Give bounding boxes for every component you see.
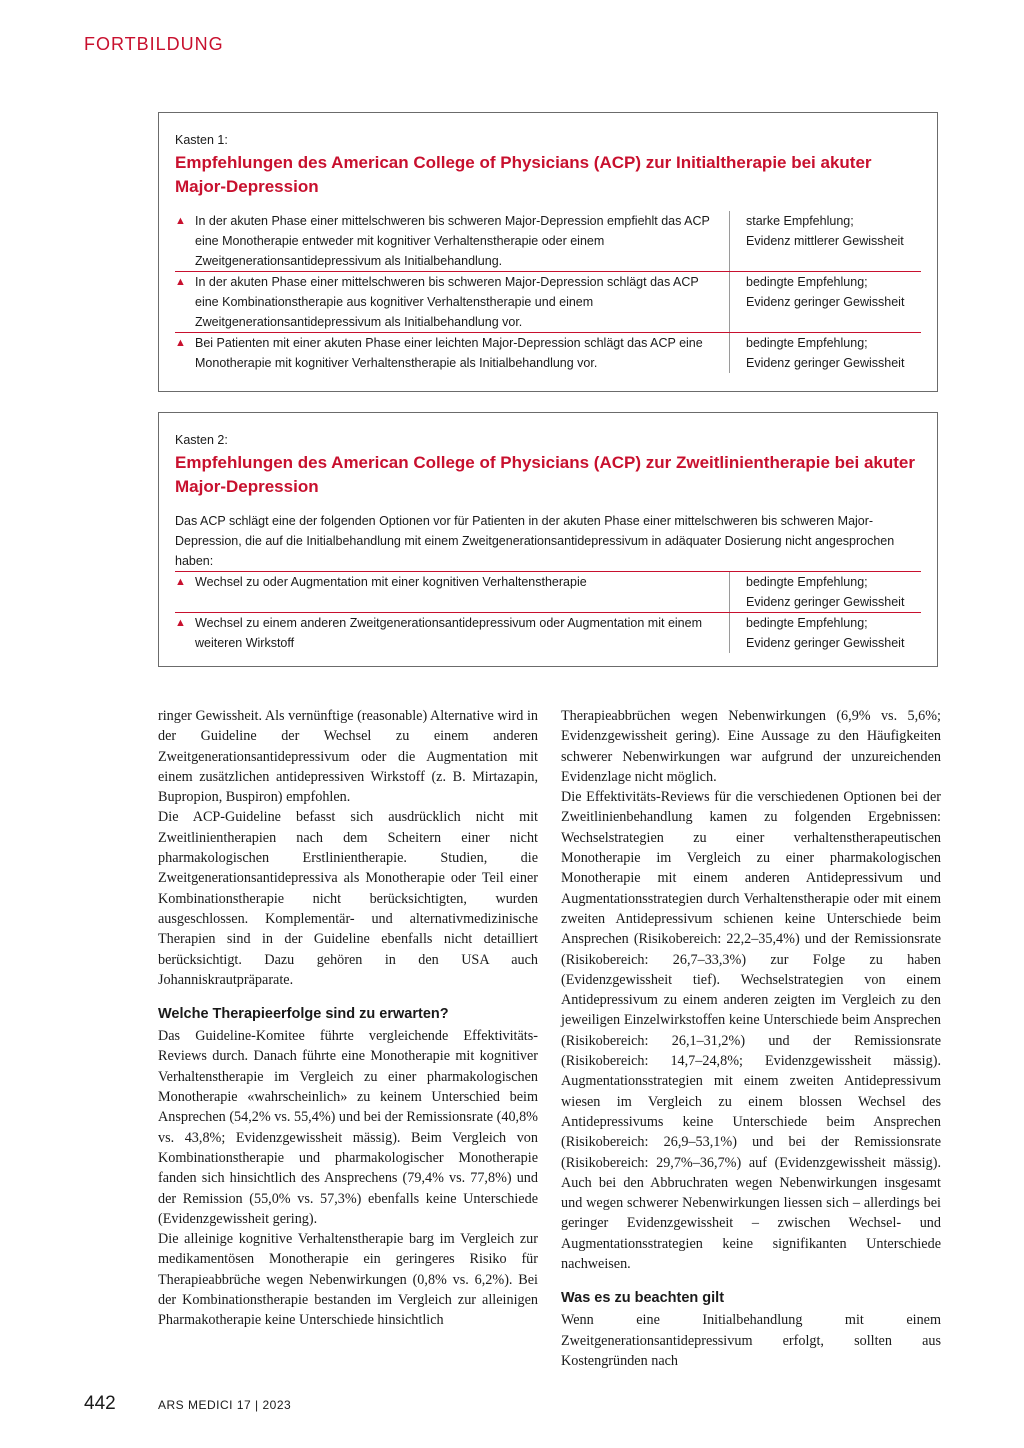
- journal-name: ARS MEDICI 17 | 2023: [158, 1398, 292, 1412]
- paragraph: Die alleinige kognitive Verhaltenstherapie barg im Vergleich zur medikamentösen Monotherapie ein geringeres Risiko für Therapieabbrüche wegen Nebenwirkungen (0,8% vs. 6,2%). Bei der Kombinationstherapie bestanden im Vergleich zur alleinigen Pharmakotherapie keine Unterschiede hinsichtlich: [158, 1231, 538, 1329]
- evidence-grade: [729, 211, 921, 271]
- grade-strength: bedingte Empfehlung;: [746, 336, 868, 350]
- evidence-grade: [729, 272, 921, 332]
- recommendation-row: [175, 613, 921, 653]
- page-number: 442: [84, 1393, 116, 1414]
- section-heading: Was es zu beachten gilt: [561, 1290, 725, 1307]
- paragraph: Die Effektivitäts-Reviews für die verschiedenen Optionen bei der Zweitlinienbehandlung kamen zu folgenden Ergebnissen: Wechselstrategien zu einer verhaltenstherapeutischen Monotherapie im Vergleich zu einer pharmakologischen Monotherapie mit einem anderen Antidepressivum und Augmentationsstrategien durch Verhaltenstherapie oder mit einem zweiten Antidepressivum schienen keine Unterschiede beim Ansprechen (Risikobereich: 22,2–35,4%) und der Remissionsrate (Risikobereich: 26,7–33,3%) zur Folge zu haben (Evidenzgewissheit tief). Wechselstrategien von einem Antidepressivum zu einem anderen zeigten im Vergleich zu den jeweiligen Einzelwirkstoffen keine Unterschiede beim Ansprechen (Risikobereich: 26,1–31,2%) und der Remissionsrate (Risikobereich: 14,7–24,8%; Evidenzgewissheit mässig). Augmentationsstrategien mit einem zweiten Antidepressivum wiesen im Vergleich zu einem blossen Wechsel des Antidepressivums keine Unterschiede beim Ansprechen (Risikobereich: 26,9–53,1%) und bei der Remissionsrate (Risikobereich: 29,7%–36,7%) auf (Evidenzgewissheit mässig). Auch bei den Abbruchraten wegen Nebenwirkungen insgesamt und wegen schwerer Nebenwirkungen liessen sich – allerdings bei geringer Evidenzgewissheit – zwischen Wechsel- und Augmentationsstrategien keine signifikanten Unterschiede nachweisen.: [561, 789, 941, 1273]
- recommendation-row: [175, 572, 921, 613]
- grade-strength: bedingte Empfehlung;: [746, 275, 868, 289]
- box-intro: Das ACP schlägt eine der folgenden Optionen vor für Patienten in der akuten Phase einer mittelschweren bis schweren Major-Depression, die auf die Initialbehandlung mit einem Zweitgenerationsantidepressivum in adäquater Dosierung nicht angesprochen haben:: [175, 511, 921, 572]
- grade-certainty: Evidenz geringer Gewissheit: [746, 636, 905, 650]
- section-label: FORTBILDUNG: [84, 34, 224, 54]
- body-column-right: [561, 706, 941, 1371]
- triangle-bullet-icon: ▲: [175, 617, 186, 629]
- grade-strength: bedingte Empfehlung;: [746, 575, 868, 589]
- paragraph: ringer Gewissheit. Als vernünftige (reasonable) Alternative wird in der Guideline der Wechsel zu einem anderen Zweitgenerationsantidepressivum oder die Augmentation mit einem zusätzlichen antidepressiven Wirkstoff (z. B. Mirtazapin, Bupropion, Buspiron) empfohlen.: [158, 708, 538, 806]
- grade-certainty: Evidenz geringer Gewissheit: [746, 595, 905, 609]
- box-kicker: Kasten 1:: [175, 133, 228, 147]
- paragraph: Die ACP-Guideline befasst sich ausdrücklich nicht mit Zweitlinientherapien nach dem Scheitern einer nicht pharmakologischen Erstlinientherapie. Studien, die Zweitgenerationsantidepressiva als Monotherapie oder Teil einer Kombinationstherapie nicht berücksichtigten, wurden ausgeschlossen. Komplementär- und alternativmedizinische Therapien sind in der Guideline ebenfalls nicht detailliert berücksichtigt. Dazu gehören in den USA auch Johanniskrautpräparate.: [158, 809, 538, 988]
- evidence-grade: [729, 333, 921, 373]
- grade-certainty: Evidenz mittlerer Gewissheit: [746, 234, 904, 248]
- paragraph: Wenn eine Initialbehandlung mit einem Zweitgenerationsantidepressivum erfolgt, sollten aus Kostengründen nach: [561, 1312, 941, 1369]
- box-kicker: Kasten 2:: [175, 433, 228, 447]
- recommendation-text: In der akuten Phase einer mittelschweren bis schweren Major-Depression schlägt das ACP eine Kombinationstherapie aus kognitiver Verhaltenstherapie und einem Zweitgenerationsantidepressivum als Initialbehandlung vor.: [195, 275, 699, 329]
- grade-strength: bedingte Empfehlung;: [746, 616, 868, 630]
- recommendation-text: Wechsel zu oder Augmentation mit einer kognitiven Verhaltenstherapie: [195, 575, 587, 589]
- grade-certainty: Evidenz geringer Gewissheit: [746, 356, 905, 370]
- recommendation-list: [175, 211, 921, 373]
- info-box-2: [158, 412, 938, 667]
- paragraph: Therapieabbrüchen wegen Nebenwirkungen (6,9% vs. 5,6%; Evidenzgewissheit gering). Eine Aussage zu den Häufigkeiten schwerer Nebenwirkungen war aufgrund der unzureichenden Evidenzlage nicht möglich.: [561, 708, 941, 785]
- grade-strength: starke Empfehlung;: [746, 214, 854, 228]
- recommendation-text: In der akuten Phase einer mittelschweren bis schweren Major-Depression empfiehlt das ACP eine Monotherapie entweder mit kognitiver Verhaltenstherapie oder einem Zweitgenerationsantidepressivum als Initialbehandlung.: [195, 214, 710, 268]
- paragraph: Das Guideline-Komitee führte vergleichende Effektivitäts-Reviews durch. Danach führte eine Monotherapie mit kognitiver Verhaltenstherapie im Vergleich zu einer pharmakologischen Monotherapie «wahrscheinlich» zu keinem Unterschied beim Ansprechen (54,2% vs. 55,4%) und bei der Remissionsrate (40,8% vs. 43,8%; Evidenzgewissheit mässig). Beim Vergleich von Kombinationstherapie und pharmakologischer Monotherapie fanden sich hinsichtlich des Ansprechens (79,4% vs. 77,8%) und der Remission (55,0% vs. 57,3%) ebenfalls keine Unterschiede (Evidenzgewissheit gering).: [158, 1028, 538, 1227]
- box-title: Empfehlungen des American College of Physicians (ACP) zur Initialtherapie bei akuter Major-Depression: [175, 153, 872, 196]
- triangle-bullet-icon: ▲: [175, 337, 186, 349]
- recommendation-row: [175, 333, 921, 373]
- evidence-grade: [729, 572, 921, 612]
- recommendation-row: [175, 211, 921, 272]
- box-title: Empfehlungen des American College of Physicians (ACP) zur Zweitlinientherapie bei akuter Major-Depression: [175, 453, 915, 496]
- recommendation-row: [175, 272, 921, 333]
- triangle-bullet-icon: ▲: [175, 576, 186, 588]
- recommendation-text: Bei Patienten mit einer akuten Phase einer leichten Major-Depression schlägt das ACP eine Monotherapie mit kognitiver Verhaltenstherapie als Initialbehandlung vor.: [195, 336, 703, 370]
- triangle-bullet-icon: ▲: [175, 215, 186, 227]
- recommendation-text: Wechsel zu einem anderen Zweitgenerationsantidepressivum oder Augmentation mit einem weiteren Wirkstoff: [195, 616, 702, 650]
- evidence-grade: [729, 613, 921, 653]
- body-column-left: [158, 706, 538, 1331]
- info-box-1: [158, 112, 938, 392]
- grade-certainty: Evidenz geringer Gewissheit: [746, 295, 905, 309]
- triangle-bullet-icon: ▲: [175, 276, 186, 288]
- section-heading: Welche Therapieerfolge sind zu erwarten?: [158, 1006, 449, 1023]
- recommendation-list: [175, 572, 921, 653]
